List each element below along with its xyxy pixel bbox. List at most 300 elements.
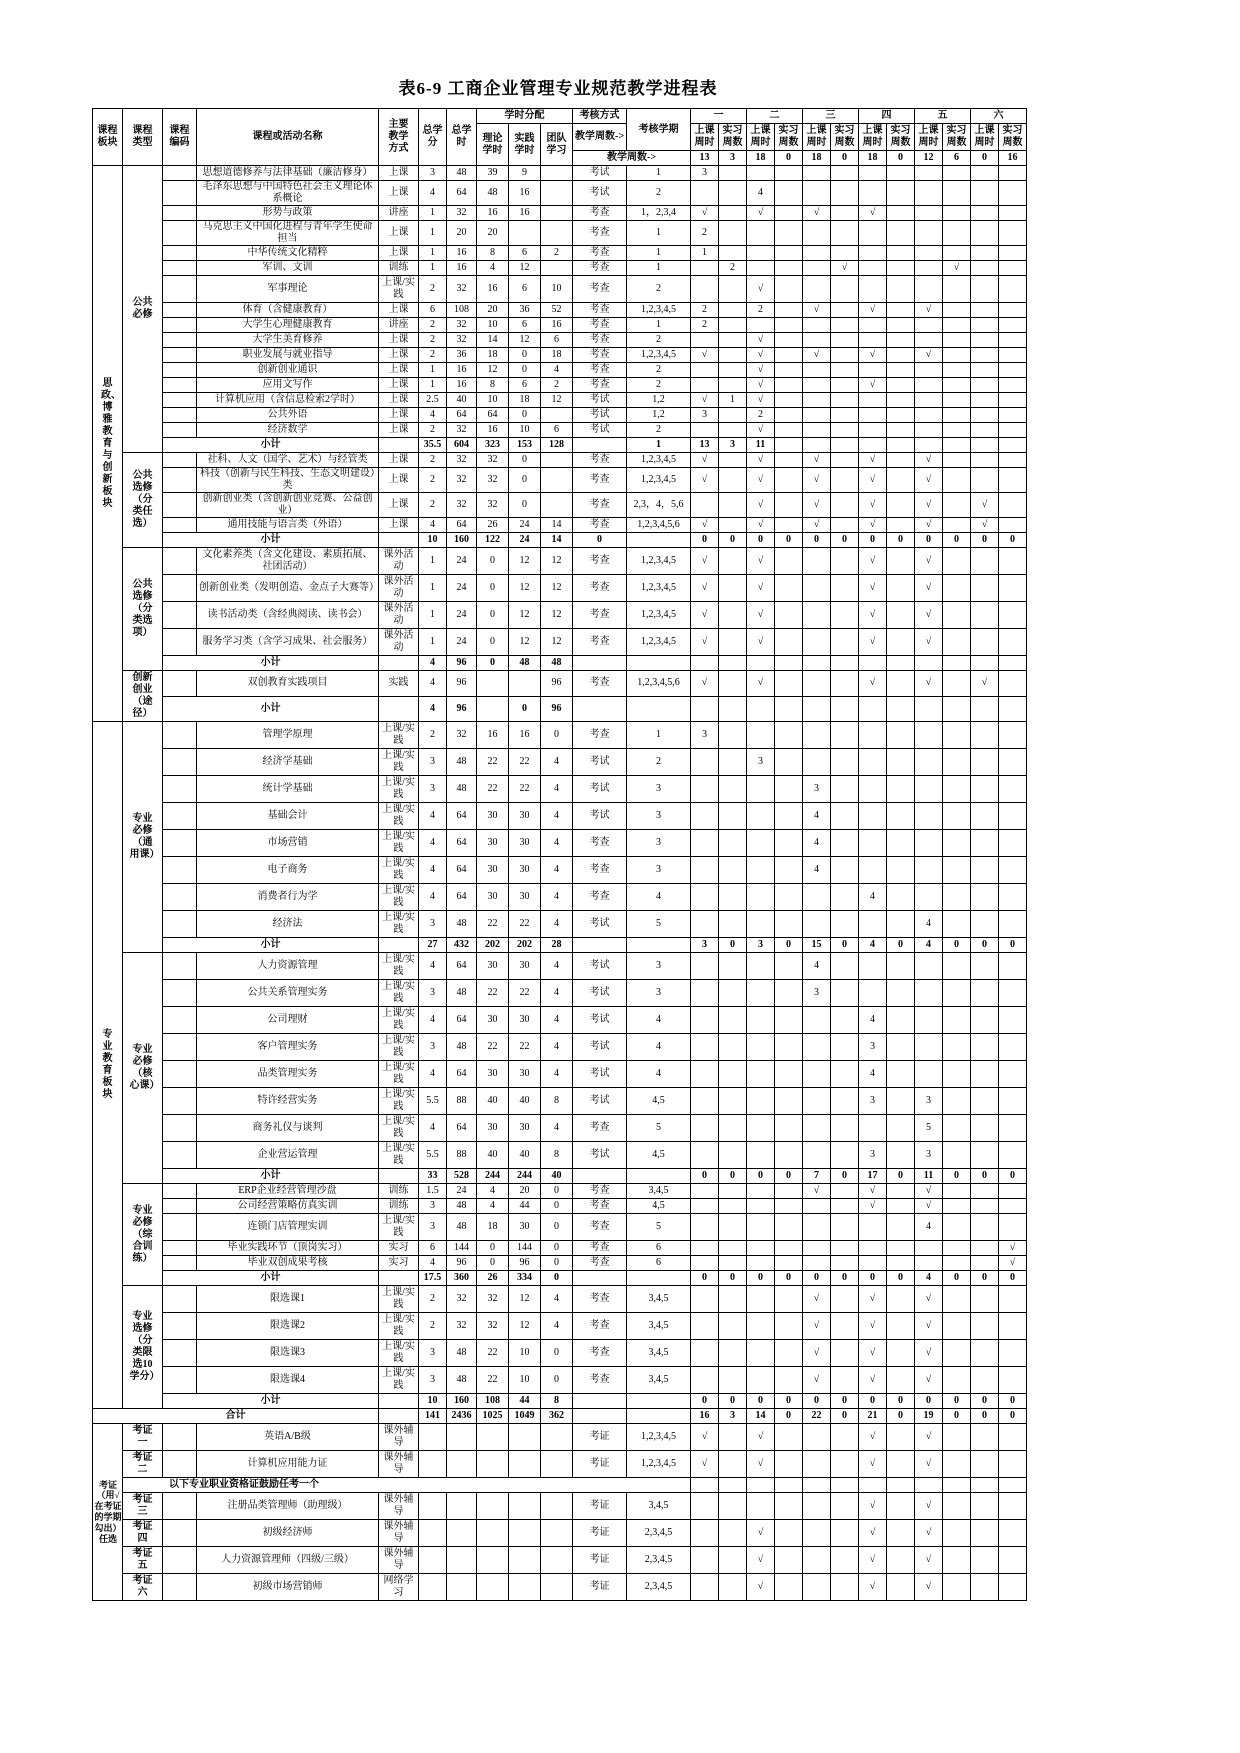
- practice-hours-cell: 48: [509, 656, 541, 671]
- term-cell: √: [691, 453, 719, 468]
- term-cell: 0: [831, 1394, 859, 1409]
- header-term-sub: 实习周数: [887, 124, 915, 151]
- credits-cell: 1: [419, 261, 447, 276]
- team-hours-cell: 10: [541, 276, 573, 303]
- hours-cell: 24: [447, 629, 477, 656]
- course-row: [93, 1424, 1027, 1451]
- credits-cell: [419, 1520, 447, 1547]
- type-label: [123, 671, 163, 722]
- term-cell: [831, 722, 859, 749]
- term-cell: 3: [747, 938, 775, 953]
- course-row: [93, 348, 1027, 363]
- subtotal-label: 小计: [163, 438, 379, 453]
- team-hours-cell: 8: [541, 1142, 573, 1169]
- header-row-1: [93, 109, 1027, 124]
- term-cell: [999, 776, 1027, 803]
- term-cell: [719, 1088, 747, 1115]
- term-cell: [803, 378, 831, 393]
- course-name: 经济法: [197, 911, 379, 938]
- term-cell: [803, 181, 831, 206]
- header-method-text: 主要教学方式: [388, 119, 409, 154]
- term-cell: [943, 1184, 971, 1199]
- weeks-value: 0: [887, 151, 915, 166]
- hours-cell: 24: [447, 1184, 477, 1199]
- term-cell: [803, 722, 831, 749]
- grand-total-row: [93, 1409, 1027, 1424]
- course-row: [93, 1547, 1027, 1574]
- header-term-5: 五: [915, 109, 971, 124]
- term-cell: [999, 602, 1027, 629]
- term-cell: [719, 1286, 747, 1313]
- term-cell: √: [915, 629, 943, 656]
- term-cell: [943, 221, 971, 246]
- method-cell: 上课: [379, 393, 419, 408]
- credits-cell: 10: [419, 1394, 447, 1409]
- practice-hours-cell: 10: [509, 1340, 541, 1367]
- course-row: [93, 629, 1027, 656]
- term-cell: [943, 1313, 971, 1340]
- term-cell: [831, 1574, 859, 1601]
- method-cell: 上课/实践: [379, 722, 419, 749]
- term-cell: [719, 1214, 747, 1241]
- term-cell: [831, 1493, 859, 1520]
- term-cell: [831, 1214, 859, 1241]
- term-cell: [719, 884, 747, 911]
- code-cell: [163, 1493, 197, 1520]
- term-cell: √: [747, 453, 775, 468]
- term-cell: [747, 1184, 775, 1199]
- term-cell: [915, 363, 943, 378]
- method-cell: 实践: [379, 671, 419, 697]
- term-cell: 4: [747, 181, 775, 206]
- team-hours-cell: [541, 468, 573, 493]
- header-credits: 总学分: [419, 109, 447, 166]
- assess-method-cell: 考查: [573, 318, 627, 333]
- credits-cell: 1.5: [419, 1184, 447, 1199]
- practice-hours-cell: 30: [509, 953, 541, 980]
- term-cell: 0: [943, 533, 971, 548]
- method-cell: 上课: [379, 348, 419, 363]
- subtotal-label: 小计: [163, 1169, 379, 1184]
- term-cell: 0: [747, 533, 775, 548]
- term-cell: [719, 276, 747, 303]
- term-cell: 0: [775, 1271, 803, 1286]
- hours-cell: 32: [447, 206, 477, 221]
- method-cell: 训练: [379, 1199, 419, 1214]
- theory-hours-cell: 8: [477, 378, 509, 393]
- assess-semester-cell: 3: [627, 803, 691, 830]
- term-cell: [775, 348, 803, 363]
- course-row: [93, 333, 1027, 348]
- subtotal-label: 小计: [163, 696, 379, 722]
- term-cell: [719, 1241, 747, 1256]
- team-hours-cell: 4: [541, 884, 573, 911]
- assess-method-cell: 考证: [573, 1574, 627, 1601]
- assess-semester-cell: 3: [627, 857, 691, 884]
- term-cell: [831, 303, 859, 318]
- term-cell: [971, 575, 999, 602]
- term-cell: √: [691, 393, 719, 408]
- term-cell: 15: [803, 938, 831, 953]
- term-cell: [775, 276, 803, 303]
- assess-semester-cell: 5: [627, 1115, 691, 1142]
- term-cell: [859, 393, 887, 408]
- term-cell: [999, 181, 1027, 206]
- team-hours-cell: 4: [541, 980, 573, 1007]
- type-label: [123, 453, 163, 548]
- type-label-text: 专业必修（核心课）: [129, 1044, 160, 1091]
- term-cell: [999, 166, 1027, 181]
- term-cell: √: [747, 468, 775, 493]
- course-row: [93, 276, 1027, 303]
- course-row: [93, 1286, 1027, 1313]
- course-name: 初级经济师: [197, 1520, 379, 1547]
- assess-semester-cell: 1,2,3,4,5,6: [627, 671, 691, 697]
- term-cell: [999, 884, 1027, 911]
- term-cell: 0: [887, 1394, 915, 1409]
- term-cell: [831, 803, 859, 830]
- assess-method-cell: 考查: [573, 884, 627, 911]
- term-cell: [943, 629, 971, 656]
- term-cell: [859, 438, 887, 453]
- credits-cell: 2: [419, 1313, 447, 1340]
- course-name: 公共关系管理实务: [197, 980, 379, 1007]
- practice-hours-cell: 24: [509, 533, 541, 548]
- term-cell: [803, 393, 831, 408]
- practice-hours-cell: 22: [509, 749, 541, 776]
- assess-semester-cell: 1,2: [627, 393, 691, 408]
- term-cell: [887, 276, 915, 303]
- term-cell: 3: [915, 1088, 943, 1115]
- team-hours-cell: 6: [541, 333, 573, 348]
- practice-hours-cell: 12: [509, 602, 541, 629]
- subtotal-label: 小计: [163, 656, 379, 671]
- term-cell: 3: [719, 438, 747, 453]
- term-cell: [943, 803, 971, 830]
- term-cell: [943, 1367, 971, 1394]
- course-name: 创新创业通识: [197, 363, 379, 378]
- assess-semester-cell: [627, 1271, 691, 1286]
- method-cell: 上课: [379, 408, 419, 423]
- term-cell: 4: [859, 884, 887, 911]
- term-cell: [915, 206, 943, 221]
- theory-hours-cell: 0: [477, 1241, 509, 1256]
- course-name: ERP企业经营管理沙盘: [197, 1184, 379, 1199]
- term-cell: [859, 221, 887, 246]
- hours-cell: 24: [447, 548, 477, 575]
- term-cell: [999, 393, 1027, 408]
- team-hours-cell: [541, 206, 573, 221]
- credits-cell: [419, 1493, 447, 1520]
- hours-cell: 88: [447, 1088, 477, 1115]
- assess-method-cell: 考证: [573, 1424, 627, 1451]
- term-cell: [887, 749, 915, 776]
- term-cell: [887, 1115, 915, 1142]
- term-cell: [859, 333, 887, 348]
- term-cell: [719, 602, 747, 629]
- term-cell: [971, 1214, 999, 1241]
- theory-hours-cell: 40: [477, 1142, 509, 1169]
- team-hours-cell: 128: [541, 438, 573, 453]
- term-cell: [971, 1493, 999, 1520]
- term-cell: [943, 423, 971, 438]
- term-cell: 2: [747, 408, 775, 423]
- term-cell: 2: [691, 221, 719, 246]
- term-cell: √: [971, 518, 999, 533]
- term-cell: [999, 696, 1027, 722]
- course-name: 大学生心理健康教育: [197, 318, 379, 333]
- code-cell: [163, 548, 197, 575]
- hours-cell: 64: [447, 830, 477, 857]
- term-cell: √: [747, 518, 775, 533]
- term-cell: [859, 261, 887, 276]
- term-cell: √: [747, 206, 775, 221]
- code-cell: [163, 575, 197, 602]
- term-cell: 0: [775, 1169, 803, 1184]
- team-hours-cell: 4: [541, 857, 573, 884]
- assess-method-cell: 考查: [573, 575, 627, 602]
- term-cell: [887, 1142, 915, 1169]
- term-cell: [719, 722, 747, 749]
- term-cell: [747, 246, 775, 261]
- term-cell: 0: [747, 1271, 775, 1286]
- term-cell: [943, 671, 971, 697]
- assess-semester-cell: 4: [627, 1034, 691, 1061]
- theory-hours-cell: 30: [477, 830, 509, 857]
- subtotal-row: [93, 696, 1027, 722]
- practice-hours-cell: 0: [509, 453, 541, 468]
- hours-cell: 64: [447, 803, 477, 830]
- term-cell: [999, 1088, 1027, 1115]
- theory-hours-cell: 12: [477, 363, 509, 378]
- term-cell: [747, 1142, 775, 1169]
- assess-semester-cell: 1,2: [627, 408, 691, 423]
- practice-hours-cell: 12: [509, 1286, 541, 1313]
- term-cell: [747, 830, 775, 857]
- term-cell: [775, 629, 803, 656]
- term-cell: √: [915, 1286, 943, 1313]
- term-cell: [747, 1241, 775, 1256]
- term-cell: [719, 221, 747, 246]
- term-cell: 11: [915, 1169, 943, 1184]
- term-cell: [887, 333, 915, 348]
- practice-hours-cell: 96: [509, 1256, 541, 1271]
- team-hours-cell: 12: [541, 629, 573, 656]
- practice-hours-cell: 44: [509, 1394, 541, 1409]
- code-cell: [163, 206, 197, 221]
- method-cell: 上课/实践: [379, 1367, 419, 1394]
- theory-hours-cell: [477, 1547, 509, 1574]
- hours-cell: 16: [447, 261, 477, 276]
- type-label: [123, 1184, 163, 1286]
- method-cell: 上课/实践: [379, 1313, 419, 1340]
- term-cell: √: [859, 671, 887, 697]
- course-row: [93, 363, 1027, 378]
- term-cell: 0: [943, 1409, 971, 1424]
- term-cell: [859, 246, 887, 261]
- term-cell: 3: [803, 776, 831, 803]
- term-cell: √: [747, 393, 775, 408]
- credits-cell: 3: [419, 1214, 447, 1241]
- method-cell: 上课/实践: [379, 1115, 419, 1142]
- theory-hours-cell: 32: [477, 493, 509, 518]
- term-cell: [999, 1007, 1027, 1034]
- term-cell: [999, 221, 1027, 246]
- term-cell: [831, 518, 859, 533]
- term-cell: [747, 884, 775, 911]
- term-cell: 0: [719, 1169, 747, 1184]
- team-hours-cell: 96: [541, 671, 573, 697]
- term-cell: [971, 166, 999, 181]
- term-cell: 0: [803, 1394, 831, 1409]
- term-cell: [887, 656, 915, 671]
- credits-cell: 2: [419, 1286, 447, 1313]
- course-row: [93, 722, 1027, 749]
- code-cell: [163, 1142, 197, 1169]
- term-cell: [943, 776, 971, 803]
- assess-method-cell: 考查: [573, 348, 627, 363]
- term-cell: [719, 548, 747, 575]
- term-cell: [999, 911, 1027, 938]
- term-cell: √: [747, 629, 775, 656]
- team-hours-cell: 0: [541, 1241, 573, 1256]
- hours-cell: 96: [447, 671, 477, 697]
- hours-cell: 528: [447, 1169, 477, 1184]
- theory-hours-cell: 30: [477, 803, 509, 830]
- course-name: 创新创业类（含创新创业竞赛、公益创业）: [197, 493, 379, 518]
- theory-hours-cell: 39: [477, 166, 509, 181]
- team-hours-cell: 96: [541, 696, 573, 722]
- method-cell: 上课/实践: [379, 1007, 419, 1034]
- assess-method-cell: 考查: [573, 1115, 627, 1142]
- assess-semester-cell: 1,2,3,4,5: [627, 548, 691, 575]
- code-cell: [163, 261, 197, 276]
- type-label-text: 公共选修（分类任选）: [132, 470, 153, 529]
- assess-method-cell: [573, 1394, 627, 1409]
- header-hour-allocation: 学时分配: [477, 109, 573, 124]
- theory-hours-cell: 20: [477, 303, 509, 318]
- term-cell: [775, 980, 803, 1007]
- code-cell: [163, 423, 197, 438]
- term-cell: √: [915, 1367, 943, 1394]
- team-hours-cell: [541, 166, 573, 181]
- term-cell: [971, 1574, 999, 1601]
- term-cell: [775, 468, 803, 493]
- term-cell: [803, 408, 831, 423]
- term-cell: [691, 333, 719, 348]
- subtotal-row: [93, 656, 1027, 671]
- term-cell: 4: [915, 938, 943, 953]
- method-cell: [379, 656, 419, 671]
- weeks-value: 0: [831, 151, 859, 166]
- table-header: [93, 109, 1027, 166]
- term-cell: [775, 408, 803, 423]
- hours-cell: 64: [447, 1061, 477, 1088]
- assess-semester-cell: 1: [627, 166, 691, 181]
- course-name: 管理学原理: [197, 722, 379, 749]
- page-title: 表6-9 工商企业管理专业规范教学进程表: [398, 79, 718, 98]
- hours-cell: 48: [447, 911, 477, 938]
- term-cell: √: [859, 378, 887, 393]
- theory-hours-cell: 30: [477, 1007, 509, 1034]
- term-cell: [747, 1199, 775, 1214]
- code-cell: [163, 348, 197, 363]
- term-cell: [775, 1520, 803, 1547]
- term-cell: [775, 776, 803, 803]
- code-cell: [163, 602, 197, 629]
- assess-method-cell: 考查: [573, 378, 627, 393]
- credits-cell: 17.5: [419, 1271, 447, 1286]
- practice-hours-cell: 12: [509, 629, 541, 656]
- term-cell: [999, 333, 1027, 348]
- theory-hours-cell: 16: [477, 276, 509, 303]
- term-cell: [719, 1142, 747, 1169]
- term-cell: [999, 1340, 1027, 1367]
- code-cell: [163, 803, 197, 830]
- term-cell: [859, 318, 887, 333]
- term-cell: √: [747, 548, 775, 575]
- assess-semester-cell: 1,2,3,4,5: [627, 629, 691, 656]
- team-hours-cell: 18: [541, 348, 573, 363]
- assess-method-cell: 考试: [573, 166, 627, 181]
- term-cell: [887, 548, 915, 575]
- term-cell: [719, 575, 747, 602]
- practice-hours-cell: [509, 1493, 541, 1520]
- term-cell: √: [915, 1451, 943, 1478]
- term-cell: [999, 1142, 1027, 1169]
- term-cell: [803, 1547, 831, 1574]
- term-cell: 0: [887, 1409, 915, 1424]
- hours-cell: 48: [447, 1199, 477, 1214]
- term-cell: [747, 696, 775, 722]
- hours-cell: 32: [447, 453, 477, 468]
- term-cell: [999, 363, 1027, 378]
- credits-cell: 6: [419, 303, 447, 318]
- assess-method-cell: 考查: [573, 722, 627, 749]
- code-cell: [163, 303, 197, 318]
- practice-hours-cell: [509, 671, 541, 697]
- term-cell: √: [999, 1256, 1027, 1271]
- term-cell: [775, 1547, 803, 1574]
- credits-cell: 4: [419, 656, 447, 671]
- term-cell: [999, 1424, 1027, 1451]
- credits-cell: 2: [419, 318, 447, 333]
- term-cell: [775, 803, 803, 830]
- term-cell: [775, 722, 803, 749]
- practice-hours-cell: 6: [509, 318, 541, 333]
- term-cell: [887, 438, 915, 453]
- method-cell: 上课: [379, 453, 419, 468]
- term-cell: [747, 953, 775, 980]
- method-cell: 上课/实践: [379, 803, 419, 830]
- term-cell: [971, 378, 999, 393]
- term-cell: 3: [803, 980, 831, 1007]
- credits-cell: 4: [419, 1061, 447, 1088]
- term-cell: [859, 656, 887, 671]
- term-cell: [747, 166, 775, 181]
- term-cell: [747, 1286, 775, 1313]
- term-cell: [887, 246, 915, 261]
- term-cell: [691, 363, 719, 378]
- term-cell: 0: [691, 1394, 719, 1409]
- term-cell: [915, 261, 943, 276]
- term-cell: [887, 261, 915, 276]
- method-cell: 上课: [379, 166, 419, 181]
- term-cell: [691, 884, 719, 911]
- term-cell: [943, 166, 971, 181]
- assess-method-cell: 考试: [573, 1007, 627, 1034]
- header-term-3: 三: [803, 109, 859, 124]
